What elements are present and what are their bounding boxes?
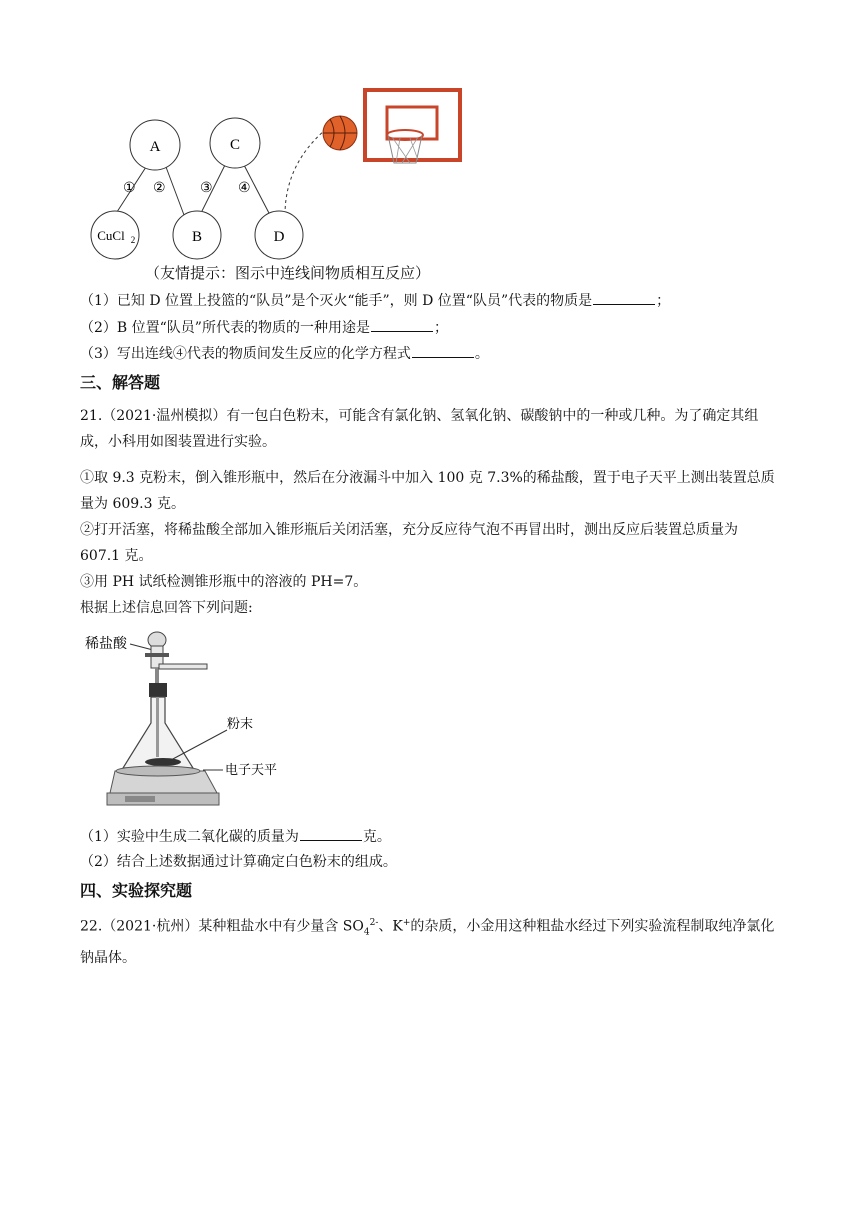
q20-part2: （2）B 位置“队员”所代表的物质的一种用途是 ； [80, 317, 448, 338]
node-b [173, 211, 221, 259]
basketball-hoop-icon [365, 90, 460, 163]
q21-prompt: 根据上述信息回答下列问题: [80, 600, 253, 616]
svg-text:CuCl: CuCl [97, 228, 125, 243]
answer-blank[interactable] [371, 317, 433, 332]
edge-label-2: ② [153, 180, 166, 196]
edge-label-3: ③ [200, 180, 213, 196]
apparatus-figure [85, 628, 295, 813]
section-3-title: 三、解答题 [80, 373, 161, 392]
reaction-diagram [80, 85, 500, 285]
svg-text:B: B [191, 229, 203, 245]
node-cucl2 [91, 211, 139, 259]
q21-intro: 21.（2021·温州模拟）有一包白色粉末，可能含有氯化钠、氢氧化钠、碳酸钠中的一种或几种。为了确定其组成，小科用如图装置进行实验。 [80, 408, 759, 450]
q22-intro: 22.（2021·杭州）某种粗盐水中有少量含 $SO_4^{2-}$、K+的杂质，小金用这种粗盐水经过下列实验流程制取纯净氯化钠晶体。 [80, 918, 775, 967]
node-a [130, 120, 180, 170]
edge-2 [166, 167, 184, 215]
svg-text:2: 2 [130, 235, 136, 245]
node-d [255, 211, 303, 259]
q21-step3: ③用 PH 试纸检测锥形瓶中的溶液的 PH=7。 [80, 574, 368, 590]
answer-blank[interactable] [412, 343, 474, 358]
label-acid: 稀盐酸 [85, 636, 127, 652]
label-powder: 粉末 [227, 717, 254, 732]
node-c [210, 118, 260, 168]
section-4-title: 四、实验探究题 [80, 881, 193, 900]
svg-text:D: D [273, 229, 285, 245]
edge-label-1: ① [123, 180, 136, 196]
edge-label-4: ④ [238, 180, 251, 196]
q20-part1: （1）已知 D 位置上投篮的“队员”是个灭火“能手”，则 D 位置“队员”代表的物质是 ； [80, 290, 670, 311]
basketball-icon [323, 116, 357, 150]
svg-text:A: A [149, 139, 161, 155]
diagram-caption: （友情提示：图示中连线间物质相互反应） [145, 264, 431, 282]
answer-blank[interactable] [593, 290, 655, 305]
svg-text:C: C [229, 137, 241, 153]
q21-step1: ①取 9.3 克粉末，倒入锥形瓶中，然后在分液漏斗中加入 100 克 7.3%的稀盐酸，置于电子天平上测出装置总质量为 609.3 克。 [80, 470, 775, 512]
q20-part3: （3）写出连线④代表的物质间发生反应的化学方程式 。 [80, 343, 489, 364]
q21-sub1: （1）实验中生成二氧化碳的质量为 克。 [80, 826, 391, 847]
label-balance: 电子天平 [225, 763, 278, 778]
q21-step2: ②打开活塞，将稀盐酸全部加入锥形瓶后关闭活塞，充分反应待气泡不再冒出时，测出反应后装置总质量为 607.1 克。 [80, 522, 738, 564]
answer-blank[interactable] [300, 826, 362, 841]
dashed-arc [285, 130, 325, 215]
q21-sub2: （2）结合上述数据通过计算确定白色粉末的组成。 [80, 854, 397, 870]
